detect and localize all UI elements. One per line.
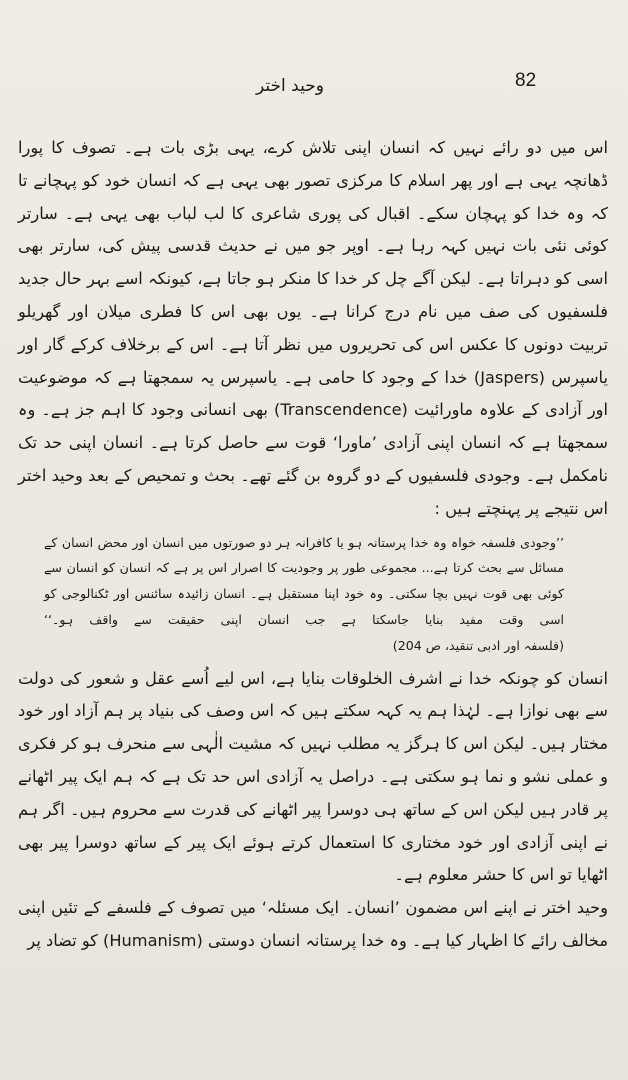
paragraph xyxy=(18,132,608,526)
term-jaspers: (Jaspers) xyxy=(473,367,545,387)
paragraph-text: کو تضاد پر xyxy=(27,930,98,950)
quote-citation: (فلسفہ اور ادبی تنقید، ص 204) xyxy=(392,637,564,653)
page-body xyxy=(18,132,608,958)
paragraph-text: خدا کے وجود کا حامی ہے۔ یاسپرس یہ سمجھتا ہے کہ موضوعیت اور آزادی کے علاوہ ماورائیت xyxy=(18,367,608,420)
page-number: 82 xyxy=(515,70,537,91)
paragraph-text: انسان کو چونکہ خدا نے اشرف الخلوقات بنایا ہے، اس لیے اُسے عقل و شعور کی دولت سے بھی نوازا ہے۔ لہٰذا ہم یہ کہہ سکتے ہیں کہ اس وصف کی بنیاد پر ہم آزاد اور خود مختار ہیں۔ لیکن اس کا ہرگز یہ مطلب نہیں کہ مشیت الٰہی سے منحرف ہو کر فکری و عملی نشو و نما ہو سکتی ہے۔ دراصل یہ آزادی اس حد تک ہے کہ ہم ایک پیر اٹھانے پر قادر ہیں لیکن اس کے ساتھ ہی دوسرا پیر اٹھانے کی قدرت سے محروم ہیں۔ اگر ہم نے اپنی آزادی اور خود مختاری کا استعمال کرتے ہوئے ایک پیر کے ساتھ دوسرا پیر بھی اٹھایا تو اس کا حشر معلوم ہے۔ xyxy=(18,668,608,885)
paragraph-text: بھی انسانی وجود کا اہم جز ہے۔ وہ سمجھتا ہے کہ انسان اپنی آزادی ’ماورا‘ قوت سے حاصل کرتا ہے۔ انسان اپنی حد تک نامکمل ہے۔ وجودی فلسفیوں کے دو گروہ بن گئے تھے۔ بحث و تمحیص کے بعد وحید اختر اس نتیجے پر پہنچتے ہیں : xyxy=(18,400,608,518)
term-transcendence: (Transcendence) xyxy=(274,400,408,420)
paragraph-text: اس میں دو رائے نہیں کہ انسان اپنی تلاش کرے، یہی بڑی بات ہے۔ تصوف کا پورا ڈھانچہ یہی ہے اور پھر اسلام کا مرکزی تصور بھی یہی ہے کہ انسان خود کو پہچانے تا کہ وہ خدا کو پہچان سکے۔ اقبال کی پوری شاعری کا لب لباب بھی یہی ہے۔ سارتر کوئی نئی بات نہیں کہہ رہا ہے۔ اوپر جو میں نے حدیث قدسی پیش کی، سارتر بھی اسی کو دہراتا ہے۔ لیکن آگے چل کر خدا کا منکر ہو جاتا ہے، کیونکہ اسے بہر حال جدید فلسفیوں کی صف میں نام درج کرانا ہے۔ یوں بھی اس کا فطری میلان اور گھریلو تربیت دونوں کا عکس اس کی تحریروں میں نظر آتا ہے۔ اس کے برخلاف کرکے گار اور یاسپرس xyxy=(18,138,608,387)
term-humanism: (Humanism) xyxy=(103,930,203,950)
paragraph xyxy=(18,892,608,958)
block-quote xyxy=(44,530,564,659)
paragraph xyxy=(18,663,608,893)
page-header xyxy=(0,66,628,106)
quote-text: ’’وجودی فلسفہ خواہ وہ خدا پرستانہ ہو یا کافرانہ ہر دو صورتوں میں انسان اور محض انسان کے مسائل سے بحث کرتا ہے... مجموعی طور پر وجودیت کا اصرار اس پر ہے کہ انسان کو انسان سے کوئی بھی قوت نہیں بچا سکتی۔ وہ خود اپنا مستقبل ہے۔ انسان زائیدہ سائنس اور ٹکنالوجی کو اسی وقت مفید بنایا جاسکتا ہے جب انسان اپنی حقیقت سے واقف ہو۔‘‘ xyxy=(44,534,564,627)
paragraph-text: وحید اختر نے اپنے اس مضمون ’انسان۔ ایک مسئلہ‘ میں تصوف کے فلسفے کے تئیں اپنی مخالف رائے کا اظہار کیا ہے۔ وہ خدا پرستانہ انسان دوستی xyxy=(18,898,608,950)
running-head: وحید اختر xyxy=(256,76,324,96)
